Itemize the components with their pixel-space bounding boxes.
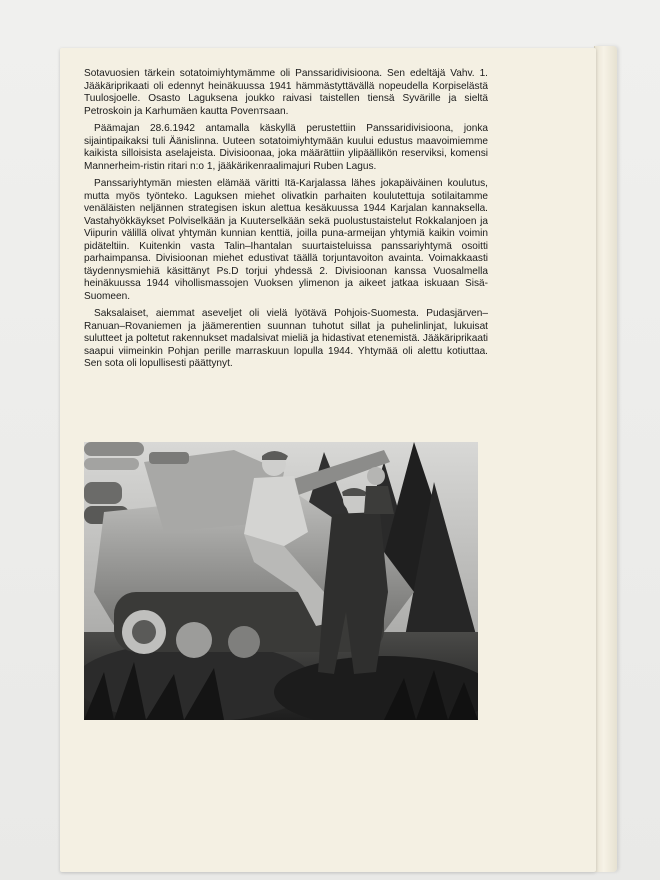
paragraph-4: Saksalaiset, aiemmat aseveljet oli vielä lyötävä Pohjois-Suomesta. Pudasjärven–Ranuan–Rovaniemen ja jäämerentien suunnan tuhotut sillat ja puhelinlinjat, lukuisat sulutteet ja poltetut rakennukset madalsivat mieliä ja hidastivat etenemistä. Jääkäriprikaati saapui viimeinkin Pohjan perille marraskuun lopulla 1944. Yhtymää oli alettu kotiuttaa. Sen sota oli lopullisesti päättynyt. — [84, 308, 488, 369]
black-and-white-photo — [84, 442, 478, 720]
paragraph-1: Sotavuosien tärkein sotatoimiyhtymämme oli Panssaridivisioona. Sen edeltäjä Vahv. 1. Jääkäriprikaati oli edennyt heinäkuussa 1941 hämmästyttävällä nopeudella Korpiselästä Tuulosjoelle. Osasto Laguksena joukko raivasi taistellen tiensä Syvärille ja sieltä Petroskoin ja Karhumäen kautta Povenтsaan. — [84, 68, 488, 117]
paragraph-3: Panssariyhtymän miesten elämää väritti Itä-Karjalassa lähes jokapäiväinen koulutus, mutta myös työnteko. Laguksen miehet olivatkin parhaiten koulutettuja sotilaitamme venäläisten neljännen strategisen iskun alettua kesäkuussa 1944 Karjalan kannaksella. Vastahyökkäykset Polviselkään ja Kuuterselkään sekä puolustustaistelut Rokkalanjoen ja Viipurin välillä olivat yhtymän kunnian kenttiä, joilla puna-armeijan yhtymiä kaikin voimin pidäteltiin. Kuitenkin vasta Talin–Ihantalan suurtaisteluissa panssariyhtymä osoitti parhaimpansa. Divisioonan miehet edustivat täällä torjuntavoiton avainta. Voimakkaasti täydennysmiehiä käsittänyt Ps.D torjui yhdessä 2. Divisioonan kanssa Vuosalmella heinäkuussa 1944 vihollismassojen Vuoksen ylimenon ja aikeet jatkaa iskuaan Sisä-Suomeen. — [84, 178, 488, 302]
blurb-text — [84, 68, 488, 376]
tank-crew-photo-illustration — [84, 442, 478, 720]
paragraph-2: Päämajan 28.6.1942 antamalla käskyllä perustettiin Panssaridivisioona, jonka sijaintipaikaksi tuli Äänislinna. Uuteen sotatoimiyhtymään kuului edustus maavoimiemme kaikista silloisista aselajeista. Divisioonaa, joka määrättiin ylipäällikön reserviksi, komensi Mannerheim-ristin ritari n:o 1, jääkärikenraalimajuri Ruben Lagus. — [84, 123, 488, 172]
book-spine — [594, 46, 617, 872]
